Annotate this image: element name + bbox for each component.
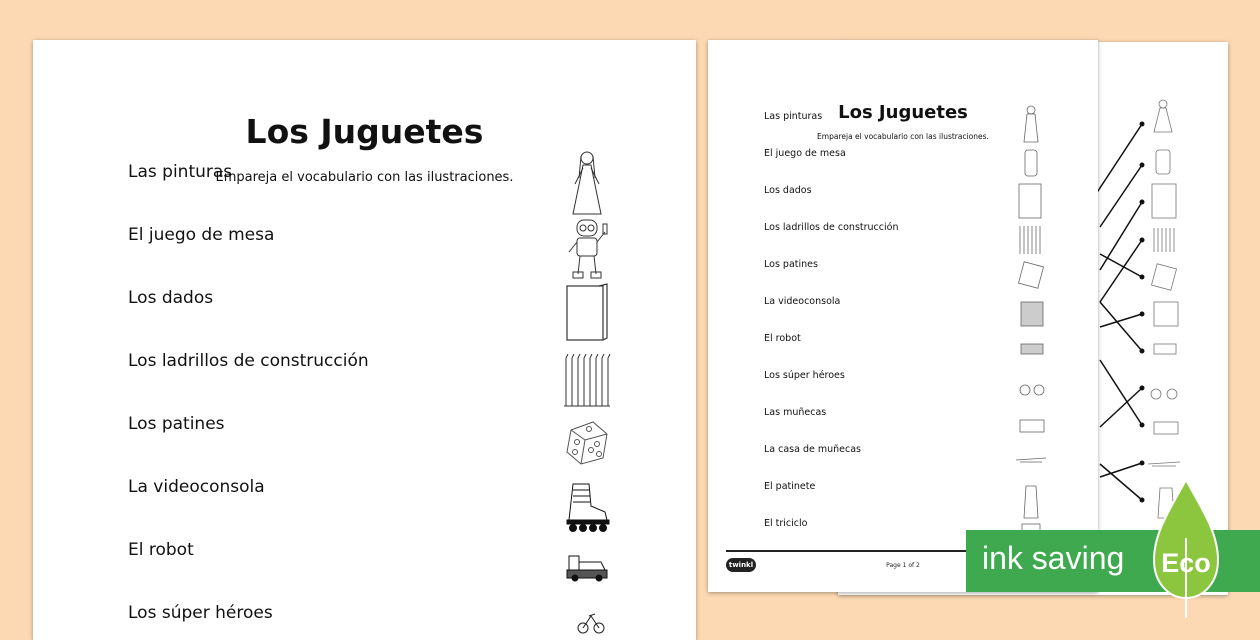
vocab-item: Las muñecas [764,407,827,418]
vocab-item: Las pinturas [128,162,233,182]
worksheet-page-small [708,40,1098,592]
roller-skate-icon [563,480,611,532]
vocab-item: Los súper héroes [128,603,273,623]
vocab-item: Los ladrillos de construcción [128,351,369,371]
page-number: Page 1 of 2 [886,562,920,569]
dice-icon [563,418,611,468]
vocab-item: La videoconsola [128,477,265,497]
worksheet-page-large [33,40,696,640]
page-title-small: Los Juguetes [838,102,968,123]
vocab-item: El juego de mesa [764,148,846,159]
vocab-item: Los patines [128,414,225,434]
vocab-item: Las pinturas [764,111,823,122]
robot-icon [565,218,609,280]
game-box-icon [563,282,611,342]
vocab-item: Los dados [764,185,812,196]
vocab-item: El triciclo [764,518,808,529]
vocab-item: Los patines [764,259,818,270]
instructions-small: Empareja el vocabulario con las ilustraciones. [817,132,989,141]
twinkl-logo: twinkl [726,558,756,572]
tricycle-icon [573,610,609,640]
toy-car-icon [563,552,611,582]
vocab-item: El robot [764,333,801,344]
badge-label: ink saving [982,540,1125,576]
crayons-icon [561,352,613,408]
eco-label: Eco [1161,548,1211,578]
vocab-item: El patinete [764,481,816,492]
vocab-item: Los dados [128,288,214,308]
vocab-item: Los súper héroes [764,370,845,381]
instructions: Empareja el vocabulario con las ilustraciones. [215,170,514,185]
vocab-item: La casa de muñecas [764,444,861,455]
vocab-item: El juego de mesa [128,225,275,245]
eco-leaf-icon [1150,478,1222,618]
vocab-item: El robot [128,540,194,560]
doll-icon [563,148,611,218]
vocab-item: Los ladrillos de construcción [764,222,899,233]
page-title: Los Juguetes [245,112,484,151]
vocab-item: La videoconsola [764,296,841,307]
illustration-column [1016,104,1046,554]
